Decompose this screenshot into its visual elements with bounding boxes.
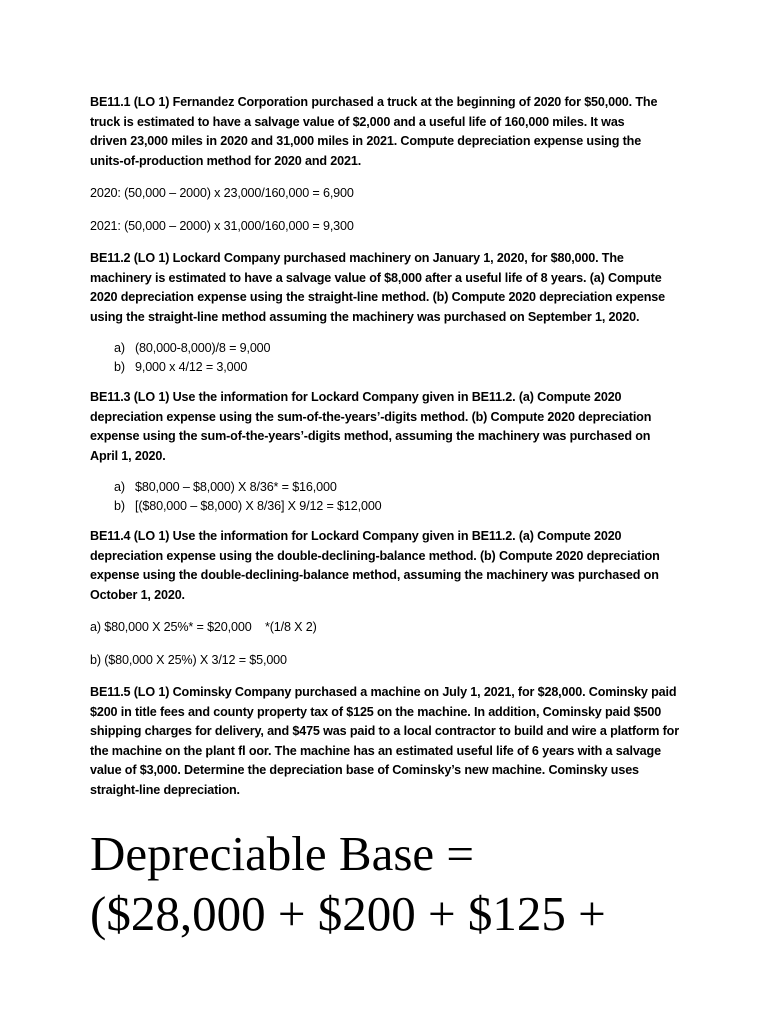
problem-be11-2-answer-list (90, 339, 690, 376)
formula-line-1: Depreciable Base = (90, 826, 475, 881)
list-item (90, 339, 690, 358)
problem-be11-4-question: BE11.4 (LO 1) Use the information for Lockard Company given in BE11.2. (a) Compute 2020 depreciation expense using the double-declining-balance method. (b) Compute 2020 depreciation expense using the double-declining-balance method, assuming the machinery was purchased on October 1, 2020. (90, 529, 660, 602)
list-marker: b) (114, 359, 125, 374)
list-item (90, 478, 690, 497)
list-item (90, 497, 690, 516)
list-item-text: 9,000 x 4/12 = 3,000 (135, 359, 248, 374)
problem-be11-3-answer-list (90, 478, 690, 515)
problem-be11-2-question: BE11.2 (LO 1) Lockard Company purchased machinery on January 1, 2020, for $80,000. The machinery is estimated to have a salvage value of $8,000 after a useful life of 8 years. (a) Compute 2020 depreciation expense using the straight-line method. (b) Compute 2020 depreciation expense using the straight-line method assuming the machinery was purchased on September 1, 2020. (90, 251, 666, 324)
list-item (90, 358, 690, 377)
list-item-text: [($80,000 – $8,000) X 8/36] X 9/12 = $12,000 (135, 498, 382, 513)
problem-be11-1-question: BE11.1 (LO 1) Fernandez Corporation purchased a truck at the beginning of 2020 for $50,000. The truck is estimated to have a salvage value of $2,000 and a useful life of 160,000 miles. It was driven 23,000 miles in 2020 and 31,000 miles in 2021. Compute depreciation expense using the units-of-production method for 2020 and 2021. (90, 95, 658, 168)
list-marker: a) (114, 341, 125, 355)
depreciable-base-formula (90, 824, 690, 944)
problem-be11-1-answer-2020: 2020: (50,000 – 2000) x 23,000/160,000 = 6,900 (90, 186, 354, 200)
problem-be11-4-answer-b: b) ($80,000 X 25%) X 3/12 = $5,000 (90, 652, 287, 667)
formula-line-2: ($28,000 + $200 + $125 + (90, 886, 606, 941)
list-marker: a) (114, 480, 125, 494)
list-item-text: (80,000-8,000)/8 = 9,000 (135, 341, 271, 355)
document-page (90, 93, 690, 944)
list-item-text: $80,000 – $8,000) X 8/36* = $16,000 (135, 480, 337, 494)
problem-be11-1-answer-2021: 2021: (50,000 – 2000) x 31,000/160,000 = 9,300 (90, 218, 354, 233)
problem-be11-4-answer-a: a) $80,000 X 25%* = $20,000 *(1/8 X 2) (90, 620, 317, 634)
problem-be11-3-question: BE11.3 (LO 1) Use the information for Lockard Company given in BE11.2. (a) Compute 2020 depreciation expense using the sum-of-the-years’-digits method. (b) Compute 2020 depreciation expense using the sum-of-the-years’-digits method, assuming the machinery was purchased on April 1, 2020. (90, 390, 652, 463)
problem-be11-5-question: BE11.5 (LO 1) Cominsky Company purchased a machine on July 1, 2021, for $28,000. Cominsky paid $200 in title fees and county property tax of $125 on the machine. In addition, Cominsky paid $500 shipping charges for delivery, and $475 was paid to a local contractor to build and wire a platform for the machine on the plant fl oor. The machine has an estimated useful life of 6 years with a salvage value of $3,000. Determine the depreciation base of Cominsky’s new machine. Cominsky uses straight-line depreciation. (90, 685, 679, 797)
list-marker: b) (114, 498, 125, 513)
